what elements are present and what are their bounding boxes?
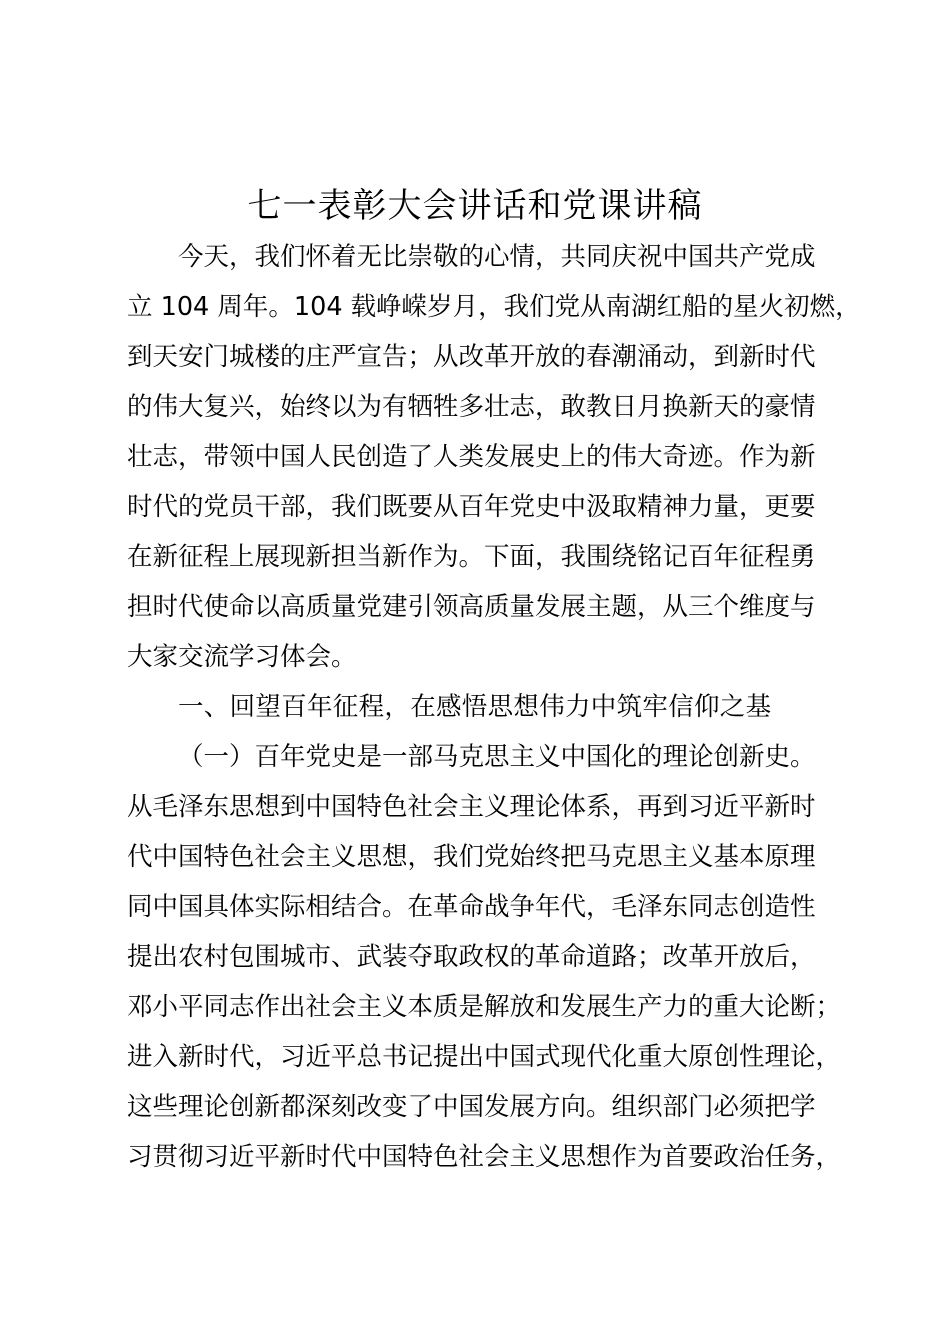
paragraph-line: 时代的党员干部，我们既要从百年党史中汲取精神力量，更要 [127,492,816,522]
paragraph-line: 立 104 周年。104 载峥嵘岁月，我们党从南湖红船的星火初燃， [127,292,861,322]
paragraph-line: 担时代使命以高质量党建引领高质量发展主题，从三个维度与 [127,592,816,622]
section-heading: 一、回望百年征程，在感悟思想伟力中筑牢信仰之基 [178,692,772,722]
paragraph-line: 邓小平同志作出社会主义本质是解放和发展生产力的重大论断； [127,992,842,1022]
paragraph-line: 代中国特色社会主义思想，我们党始终把马克思主义基本原理 [127,842,816,872]
paragraph-line: 从毛泽东思想到中国特色社会主义理论体系，再到习近平新时 [127,792,816,822]
paragraph-line: 在新征程上展现新担当新作为。下面，我围绕铭记百年征程勇 [127,542,816,572]
subsection-line: （一）百年党史是一部马克思主义中国化的理论创新史。 [178,742,816,772]
paragraph-line: 这些理论创新都深刻改变了中国发展方向。组织部门必须把学 [127,1092,816,1122]
paragraph-line: 习贯彻习近平新时代中国特色社会主义思想作为首要政治任务， [127,1142,842,1172]
paragraph-line: 的伟大复兴，始终以为有牺牲多壮志，敢教日月换新天的豪情 [127,392,816,422]
paragraph-line: 今天，我们怀着无比崇敬的心情，共同庆祝中国共产党成 [178,242,816,272]
paragraph-line: 同中国具体实际相结合。在革命战争年代，毛泽东同志创造性 [127,892,816,922]
paragraph-line: 进入新时代，习近平总书记提出中国式现代化重大原创性理论， [127,1042,842,1072]
paragraph-line: 大家交流学习体会。 [127,642,357,672]
document-title: 七一表彰大会讲话和党课讲稿 [247,186,703,226]
paragraph-line: 提出农村包围城市、武装夺取政权的革命道路；改革开放后， [127,942,816,972]
paragraph-line: 到天安门城楼的庄严宣告；从改革开放的春潮涌动，到新时代 [127,342,816,372]
paragraph-line: 壮志，带领中国人民创造了人类发展史上的伟大奇迹。作为新 [127,442,816,472]
